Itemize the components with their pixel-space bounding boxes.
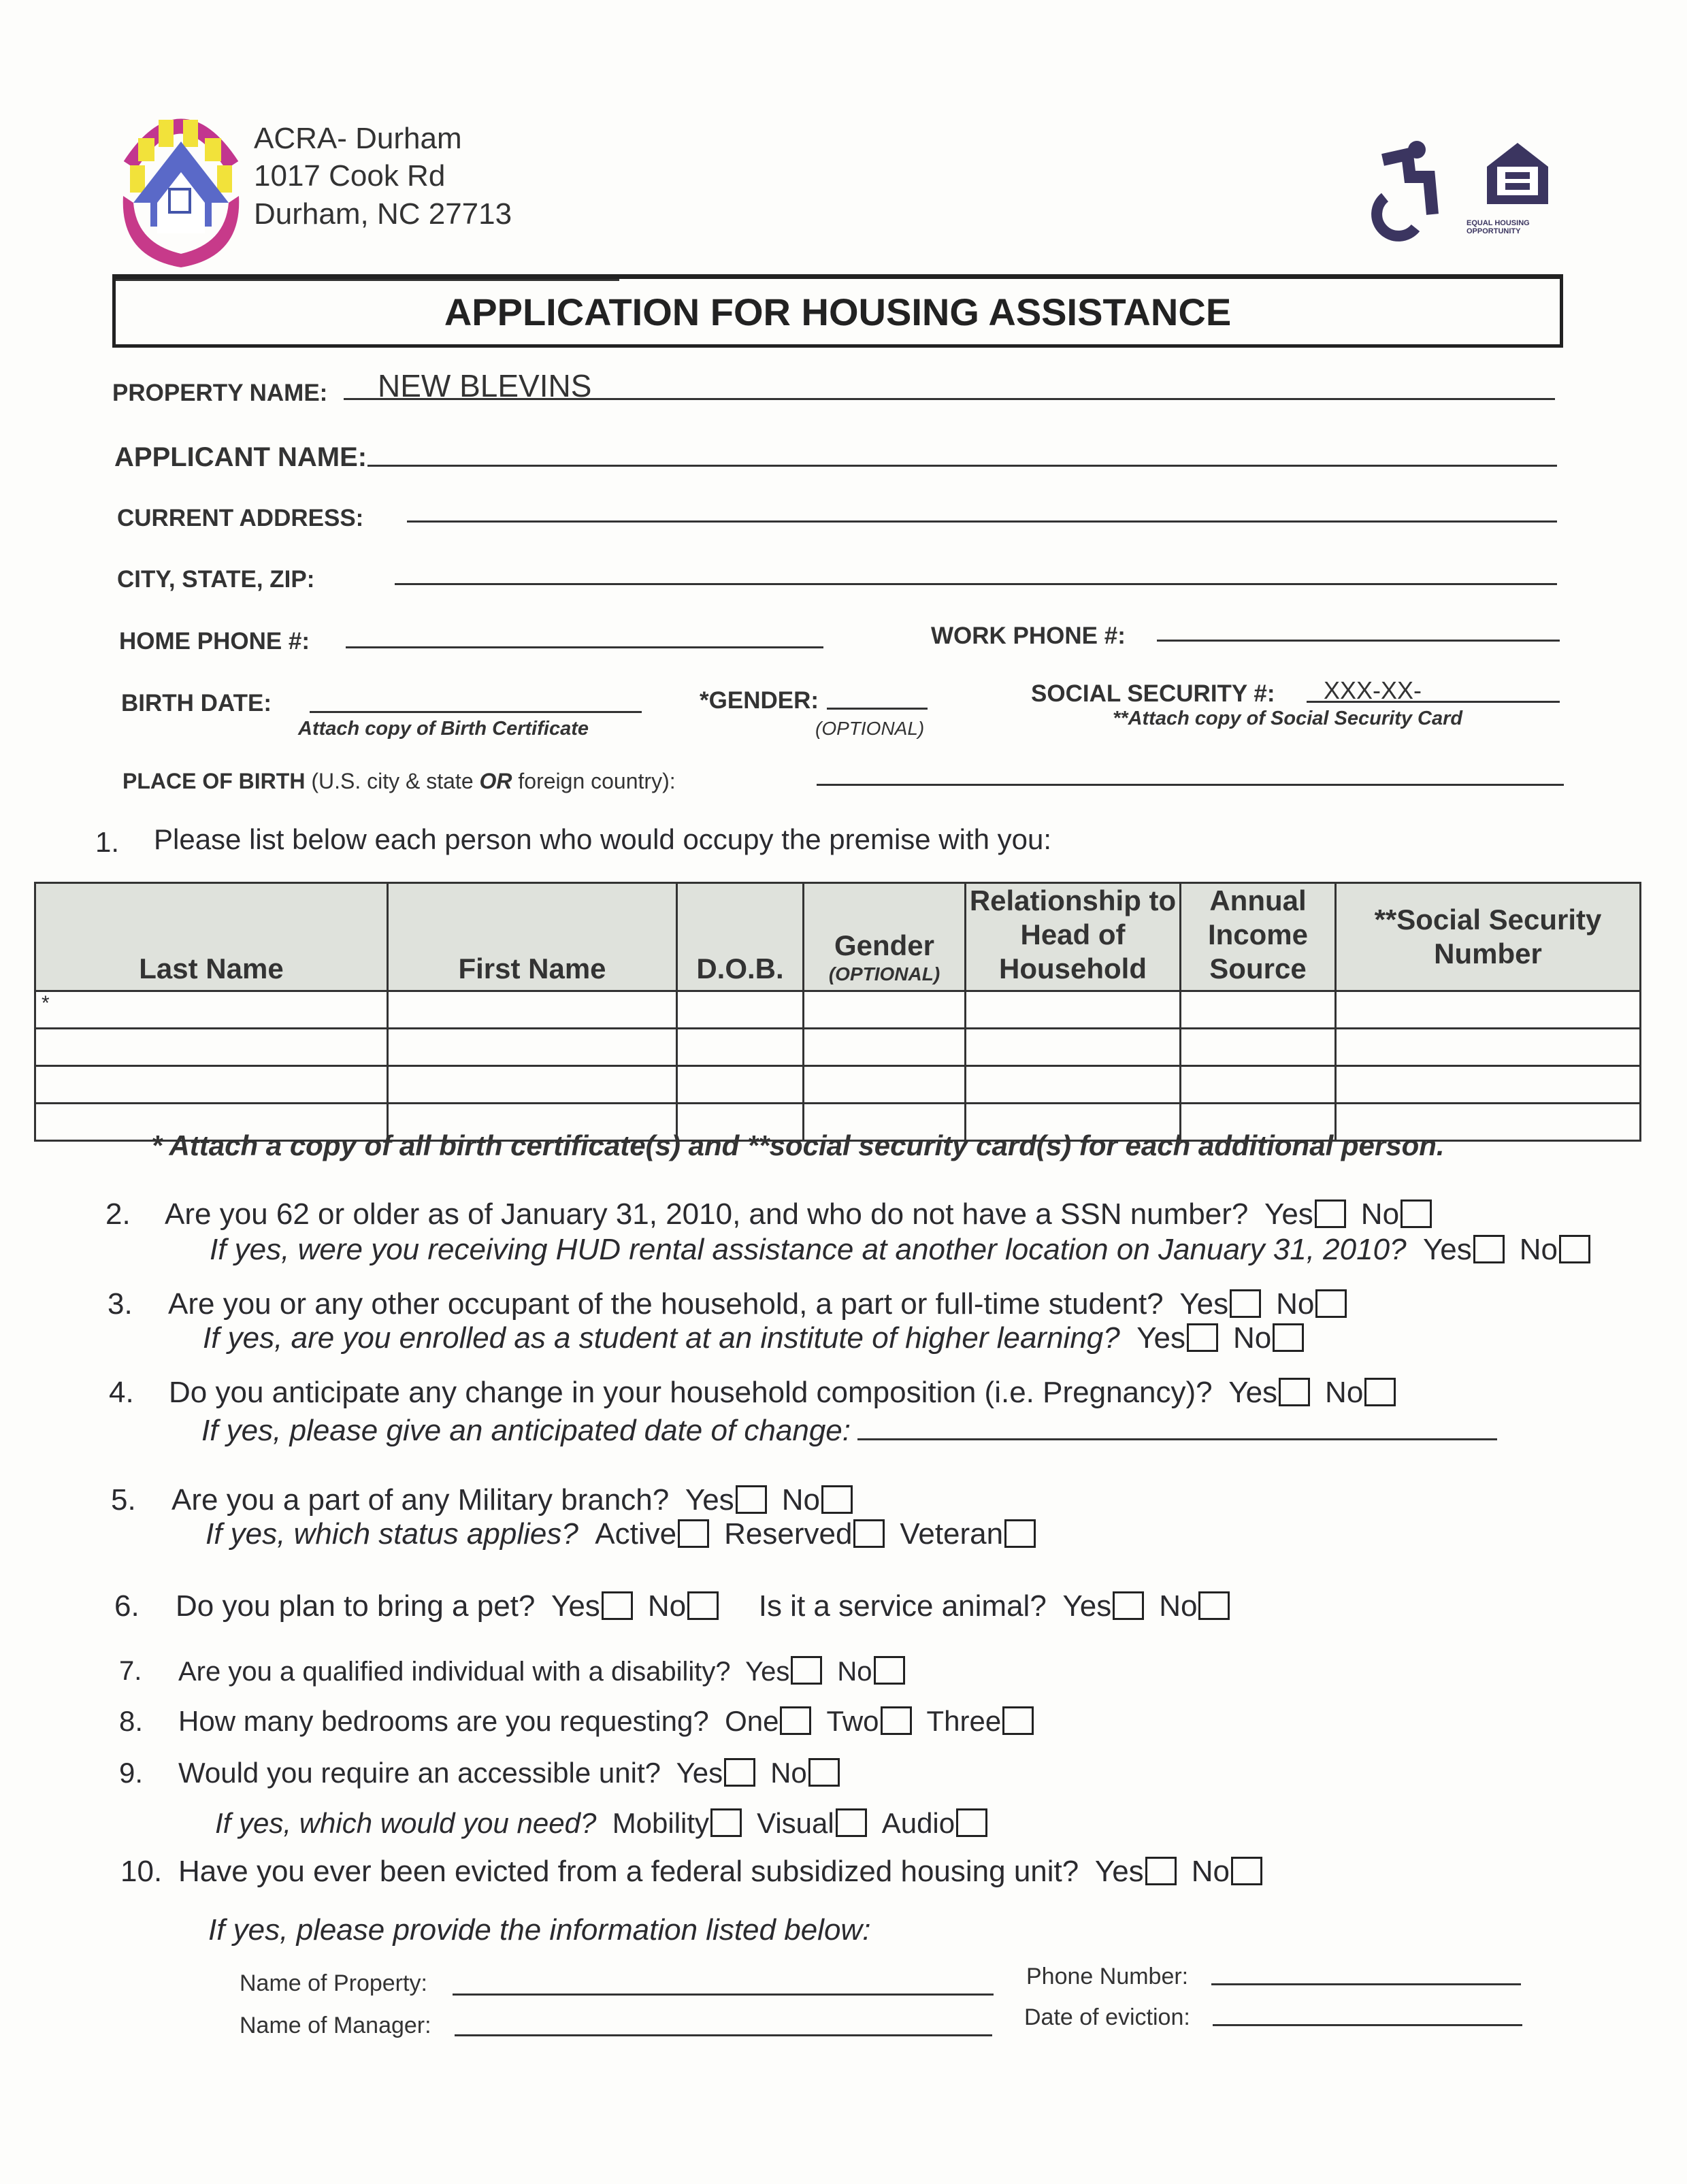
question-text: If yes, please give an anticipated date of change: (201, 1414, 851, 1447)
option-checkbox-yes[interactable] (1145, 1857, 1177, 1885)
table-cell[interactable] (966, 1029, 1181, 1066)
question-line (168, 1287, 1362, 1321)
table-row (35, 1029, 1641, 1066)
question-number: 10. (120, 1855, 163, 1888)
option-checkbox-no[interactable] (687, 1591, 719, 1620)
question-text: Do you anticipate any change in your household composition (i.e. Pregnancy)? (169, 1376, 1229, 1409)
question-number: 7. (119, 1656, 142, 1686)
option-label: Two (826, 1705, 879, 1737)
question-text: If yes, were you receiving HUD rental assistance at another location on January 31, 2010? (210, 1233, 1423, 1266)
question-text: If yes, are you enrolled as a student at an institute of higher learning? (203, 1321, 1137, 1355)
question-text: If yes, please provide the information listed below: (208, 1913, 871, 1947)
option-label: No (1159, 1589, 1198, 1623)
option-checkbox-no[interactable] (1364, 1378, 1396, 1406)
option-checkbox-yes[interactable] (602, 1591, 633, 1620)
eviction-phone-label: Phone Number: (1026, 1964, 1189, 1989)
column-header (966, 883, 1181, 991)
question-text: Are you 62 or older as of January 31, 2010, and who do not have a SSN number? (165, 1197, 1265, 1231)
column-header (1181, 883, 1336, 991)
column-header-label: First Name (458, 953, 606, 985)
work-phone-field[interactable] (1157, 640, 1560, 642)
option-checkbox-yes[interactable] (1187, 1323, 1218, 1352)
column-header (388, 883, 677, 991)
gender-optional-sub: (OPTIONAL) (828, 963, 940, 985)
option-checkbox-no[interactable] (808, 1758, 840, 1787)
option-checkbox-yes[interactable] (1315, 1199, 1346, 1228)
option-label: No (770, 1757, 807, 1789)
option-label: Yes (1423, 1233, 1472, 1266)
option-checkbox-yes[interactable] (1473, 1235, 1505, 1263)
column-header (804, 883, 966, 991)
option-label: Reserved (724, 1517, 853, 1551)
table-cell[interactable] (1336, 991, 1641, 1029)
column-header-label: **Social Security Number (1374, 904, 1602, 970)
option-checkbox-three[interactable] (1002, 1706, 1034, 1735)
question-line (203, 1321, 1319, 1355)
q1-text: Please list below each person who would occupy the premise with you: (154, 823, 1052, 855)
birth-date-label: BIRTH DATE: (121, 690, 272, 716)
table-cell[interactable] (804, 1066, 966, 1104)
eviction-phone-field[interactable] (1211, 1983, 1521, 1985)
property-name-value[interactable]: NEW BLEVINS (378, 368, 592, 403)
occupants-table (34, 882, 1641, 1142)
table-cell[interactable] (966, 991, 1181, 1029)
option-checkbox-no[interactable] (1273, 1323, 1304, 1352)
table-cell[interactable] (35, 1066, 388, 1104)
table-cell[interactable] (804, 1029, 966, 1066)
question-number: 8. (119, 1705, 144, 1737)
table-cell[interactable] (966, 1066, 1181, 1104)
option-label: No (1325, 1376, 1364, 1409)
question-line (171, 1483, 868, 1517)
question-text: Are you a part of any Military branch? (171, 1483, 685, 1517)
eviction-date-field[interactable] (1213, 2024, 1522, 2026)
table-cell[interactable] (677, 1066, 804, 1104)
pob-or: OR (479, 769, 512, 793)
question-line (165, 1197, 1447, 1231)
eviction-manager-label: Name of Manager: (240, 2013, 431, 2038)
option-checkbox-active[interactable] (678, 1519, 709, 1548)
question-line (178, 1656, 920, 1687)
equal-housing-text: EQUAL HOUSING OPPORTUNITY (1467, 219, 1530, 235)
table-cell[interactable] (35, 1029, 388, 1066)
pob-note: (U.S. city & state (311, 769, 480, 793)
question-number: 4. (109, 1376, 134, 1409)
table-cell[interactable] (1181, 1066, 1336, 1104)
birth-date-field[interactable] (310, 711, 642, 713)
ssn-label: SOCIAL SECURITY #: (1031, 680, 1275, 707)
question-line (169, 1376, 1411, 1410)
question-text: Would you require an accessible unit? (178, 1757, 676, 1789)
column-header (35, 883, 388, 991)
pob-label-text: PLACE OF BIRTH (122, 769, 306, 793)
option-label: Three (926, 1705, 1002, 1737)
place-of-birth-label (122, 769, 676, 794)
table-cell[interactable] (1336, 1029, 1641, 1066)
property-name-label: PROPERTY NAME: (112, 380, 328, 406)
table-row (35, 991, 1641, 1029)
org-name: ACRA- Durham (254, 122, 462, 155)
table-footnote: * Attach a copy of all birth certificate(s) and **social security card(s) for each additional person. (151, 1129, 1445, 1161)
column-header-label: D.O.B. (696, 953, 784, 985)
option-label: Yes (1136, 1321, 1185, 1355)
option-label: Yes (1094, 1855, 1144, 1888)
column-header-label: Gender (834, 929, 935, 961)
column-header (1336, 883, 1641, 991)
question-line (215, 1807, 1002, 1840)
column-header-label: Last Name (139, 953, 284, 985)
option-label: Active (595, 1517, 677, 1551)
acra-logo (116, 101, 246, 271)
option-label: No (1232, 1321, 1272, 1355)
question-line (178, 1757, 855, 1789)
home-phone-label: HOME PHONE #: (119, 628, 310, 655)
question-line (178, 1855, 1277, 1889)
option-label: Yes (1264, 1197, 1313, 1231)
option-checkbox-yes[interactable] (724, 1758, 755, 1787)
column-header-label: Relationship to Head of Household (969, 884, 1177, 985)
question-number: 5. (111, 1483, 136, 1517)
option-checkbox-no[interactable] (1198, 1591, 1230, 1620)
question-line (210, 1233, 1605, 1267)
option-label: Visual (757, 1807, 834, 1839)
table-cell[interactable] (1181, 1029, 1336, 1066)
question-line (208, 1913, 870, 1947)
option-checkbox-audio[interactable] (956, 1808, 987, 1837)
option-label: No (1519, 1233, 1558, 1266)
city-state-zip-field[interactable] (395, 583, 1557, 585)
table-row (35, 1066, 1641, 1104)
table-cell[interactable] (804, 991, 966, 1029)
option-label: Yes (676, 1757, 723, 1789)
gender-optional-note: (OPTIONAL) (815, 718, 925, 739)
org-city: Durham, NC 27713 (254, 197, 512, 231)
question-text: If yes, which would you need? (215, 1807, 612, 1839)
eviction-manager-field[interactable] (455, 2034, 992, 2036)
table-cell[interactable] (1336, 1066, 1641, 1104)
option-checkbox-no[interactable] (1401, 1199, 1432, 1228)
option-checkbox-veteran[interactable] (1004, 1519, 1036, 1548)
option-checkbox-mobility[interactable] (710, 1808, 742, 1837)
option-checkbox-reserved[interactable] (853, 1519, 885, 1548)
option-label: Mobility (612, 1807, 710, 1839)
table-cell[interactable] (677, 1029, 804, 1066)
option-label: No (1360, 1197, 1400, 1231)
option-checkbox-yes[interactable] (1113, 1591, 1144, 1620)
current-address-field[interactable] (407, 520, 1557, 523)
question-number: 6. (114, 1589, 140, 1623)
gender-field[interactable] (827, 708, 928, 710)
change-date-field[interactable] (857, 1420, 1497, 1440)
option-checkbox-yes[interactable] (1279, 1378, 1310, 1406)
city-state-zip-label: CITY, STATE, ZIP: (117, 566, 315, 593)
question-text: Do you plan to bring a pet? (176, 1589, 552, 1623)
option-label: No (647, 1589, 687, 1623)
q1-number: 1. (95, 826, 120, 858)
option-label: Yes (685, 1483, 734, 1517)
birth-certificate-note: Attach copy of Birth Certificate (298, 718, 589, 740)
ssn-value[interactable]: XXX-XX- (1324, 676, 1422, 704)
option-checkbox-no[interactable] (1559, 1235, 1590, 1263)
home-phone-field[interactable] (346, 646, 823, 648)
pob-note-2: foreign country): (512, 769, 676, 793)
option-checkbox-yes[interactable] (1230, 1289, 1261, 1318)
place-of-birth-field[interactable] (817, 784, 1564, 786)
option-checkbox-no[interactable] (1231, 1857, 1262, 1885)
column-header-label: Annual Income Source (1207, 884, 1309, 985)
question-text: Is it a service animal? (734, 1589, 1063, 1623)
work-phone-label: WORK PHONE #: (931, 623, 1126, 649)
question-text: How many bedrooms are you requesting? (178, 1705, 725, 1737)
table-cell[interactable] (388, 991, 677, 1029)
option-label: Veteran (900, 1517, 1004, 1551)
column-header (677, 883, 804, 991)
option-label: No (1276, 1287, 1315, 1321)
option-checkbox-no[interactable] (874, 1656, 905, 1685)
option-label: Yes (551, 1589, 600, 1623)
option-checkbox-one[interactable] (780, 1706, 811, 1735)
equal-housing-icon (1484, 139, 1552, 208)
option-label: No (1191, 1855, 1230, 1888)
option-checkbox-no[interactable] (821, 1485, 853, 1514)
gender-label: *GENDER: (700, 687, 819, 714)
current-address-label: CURRENT ADDRESS: (117, 505, 364, 531)
option-checkbox-yes[interactable] (736, 1485, 767, 1514)
eviction-property-label: Name of Property: (240, 1970, 427, 1996)
table-cell[interactable] (1181, 991, 1336, 1029)
question-text: Are you a qualified individual with a disability? (178, 1657, 746, 1687)
question-number: 3. (108, 1287, 133, 1321)
question-line (178, 1705, 1049, 1738)
question-line (206, 1517, 1051, 1551)
question-text: Are you or any other occupant of the household, a part or full-time student? (168, 1287, 1180, 1321)
ssn-card-note: **Attach copy of Social Security Card (1113, 708, 1463, 729)
eviction-property-field[interactable] (453, 1993, 994, 1996)
option-label: Yes (745, 1657, 790, 1687)
question-text: Have you ever been evicted from a federal subsidized housing unit? (178, 1855, 1095, 1888)
option-checkbox-two[interactable] (881, 1706, 912, 1735)
question-line (176, 1589, 1245, 1623)
applicant-name-field[interactable] (367, 465, 1557, 467)
option-label: No (781, 1483, 820, 1517)
accessibility-icon (1368, 139, 1443, 242)
option-label: Yes (1179, 1287, 1229, 1321)
option-label: Yes (1062, 1589, 1112, 1623)
question-text: If yes, which status applies? (206, 1517, 595, 1551)
form-title-box (112, 274, 1563, 348)
form-title: APPLICATION FOR HOUSING ASSISTANCE (444, 290, 1232, 333)
option-checkbox-visual[interactable] (836, 1808, 867, 1837)
option-checkbox-no[interactable] (1315, 1289, 1347, 1318)
question-number: 2. (105, 1197, 131, 1231)
option-label: One (725, 1705, 779, 1737)
applicant-name-label: APPLICANT NAME: (114, 442, 367, 472)
question-number: 9. (119, 1757, 144, 1789)
table-cell[interactable] (677, 991, 804, 1029)
table-cell[interactable] (388, 1029, 677, 1066)
option-label: Yes (1228, 1376, 1278, 1409)
option-checkbox-yes[interactable] (791, 1656, 822, 1685)
org-street: 1017 Cook Rd (254, 159, 446, 193)
option-label: No (837, 1657, 872, 1687)
table-cell[interactable] (388, 1066, 677, 1104)
option-label: Audio (881, 1807, 955, 1839)
table-cell[interactable]: * (35, 991, 388, 1029)
eviction-date-label: Date of eviction: (1024, 2004, 1190, 2030)
question-line (201, 1414, 1497, 1448)
